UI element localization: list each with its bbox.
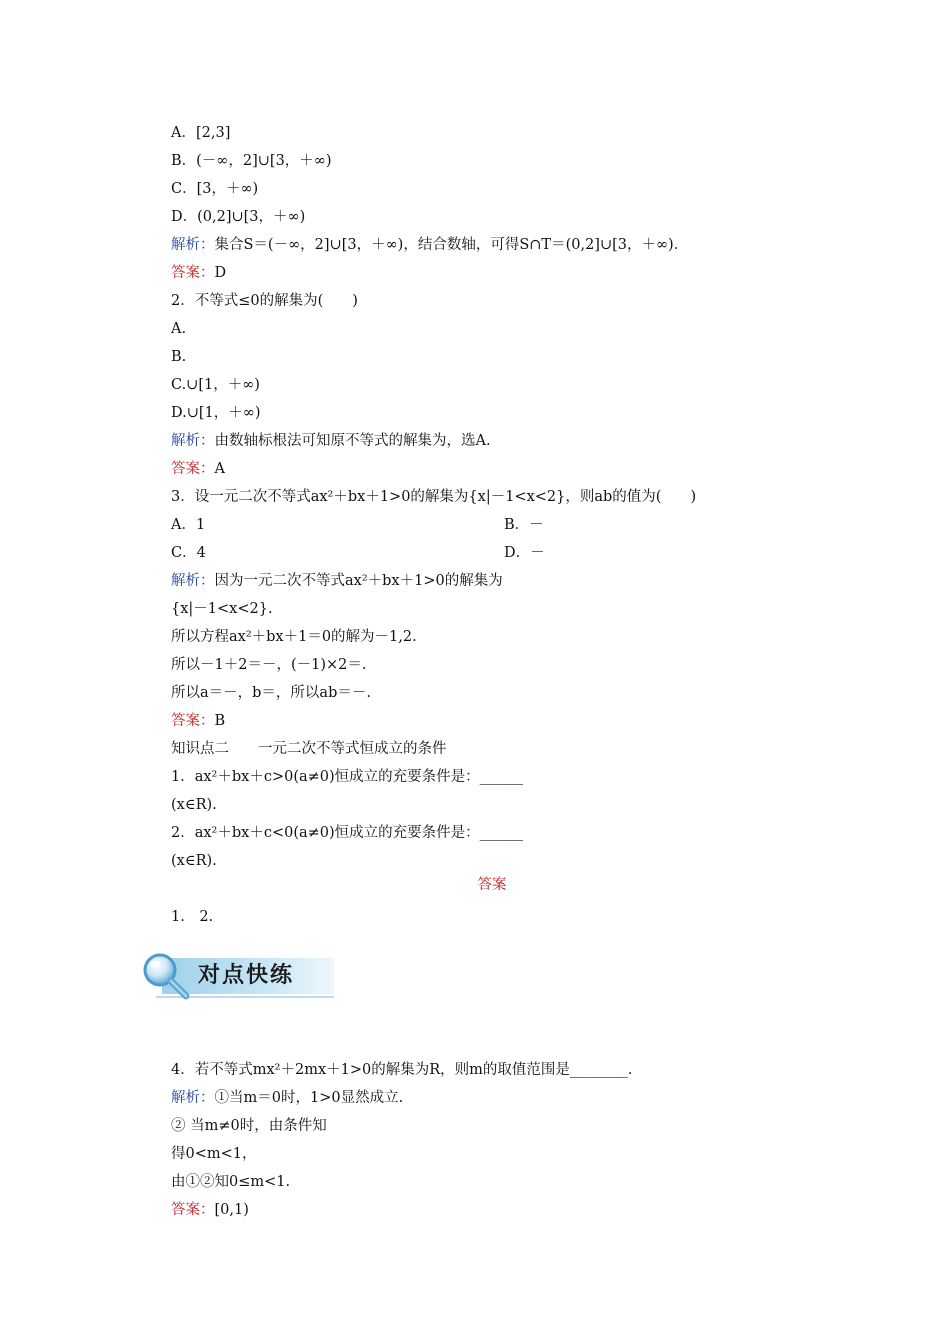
line-text: 2．ax²＋bx＋c<0(a≠0)恒成立的充要条件是：______	[171, 825, 524, 841]
line-text: ①当m＝0时，1>0显然成立.	[214, 1090, 404, 1106]
answer-label: 答案：	[171, 713, 215, 729]
text-line-l4	[171, 207, 305, 227]
text-line-l34	[171, 1172, 290, 1192]
line-text: 1．ax²＋bx＋c>0(a≠0)恒成立的充要条件是：______	[171, 769, 524, 785]
line-text: B.	[171, 349, 187, 365]
text-line-l27	[171, 851, 217, 871]
text-line-l3	[171, 179, 258, 199]
line-text: C．4	[171, 545, 206, 561]
line-text: D.∪[1，＋∞)	[171, 405, 261, 421]
line-text: [0,1)	[214, 1202, 249, 1218]
text-line-l26	[171, 823, 523, 843]
line-text: 1. 2.	[171, 909, 214, 925]
text-line-l9	[171, 347, 186, 367]
line-text: A.	[171, 321, 187, 337]
line-text: A	[214, 461, 225, 477]
analysis-label: 解析：	[171, 573, 215, 589]
line-text: 由①②知0≤m<1.	[171, 1174, 291, 1190]
text-line-l1	[171, 123, 230, 143]
text-line-l6	[171, 263, 226, 283]
line-text: B	[214, 713, 226, 729]
text-line-l35	[171, 1200, 249, 1220]
line-text: 由数轴标根法可知原不等式的解集为，选A.	[214, 433, 491, 449]
line-text: (x∈R).	[171, 853, 217, 869]
line-text: D．(0,2]∪[3，＋∞)	[171, 209, 306, 225]
text-line-l2	[171, 151, 332, 171]
line-text: 知识点二 一元二次不等式恒成立的条件	[171, 741, 447, 757]
text-line-l12	[171, 431, 491, 451]
line-text: D	[214, 265, 227, 281]
option-right-column: B．－	[504, 517, 544, 533]
section-banner	[136, 950, 336, 1002]
text-line-l33	[171, 1144, 257, 1164]
text-line-l11	[171, 403, 261, 423]
line-text: 所以方程ax²＋bx＋1＝0的解为－1,2.	[171, 629, 417, 645]
line-text: 3．设一元二次不等式ax²＋bx＋1>0的解集为{x|－1<x<2}，则ab的值为( )	[171, 489, 697, 505]
line-text: 2．不等式≤0的解集为( )	[171, 293, 358, 309]
text-line-l29	[171, 907, 213, 927]
magnifier-icon	[136, 950, 196, 1002]
banner-title: 对点快练	[198, 963, 295, 988]
line-text: 得0<m<1，	[171, 1146, 257, 1162]
text-line-l20	[171, 655, 366, 675]
text-line-l21	[171, 683, 371, 703]
answer-heading: 答案	[477, 877, 507, 893]
text-line-l18	[171, 599, 273, 619]
line-text: {x|－1<x<2}.	[171, 601, 273, 617]
analysis-label: 解析：	[171, 433, 215, 449]
text-line-l25	[171, 795, 217, 815]
text-line-l15	[171, 515, 205, 535]
text-line-l19	[171, 627, 417, 647]
text-line-l24	[171, 767, 523, 787]
text-line-l16	[171, 543, 206, 563]
text-line-l13	[171, 459, 225, 479]
text-line-l30	[171, 1060, 642, 1080]
text-line-l22	[171, 711, 225, 731]
line-text: B．(－∞，2]∪[3，＋∞)	[171, 153, 332, 169]
answer-label: 答案：	[171, 461, 215, 477]
answer-label: 答案：	[171, 1202, 215, 1218]
line-text: 所以a＝－，b＝，所以ab＝－.	[171, 685, 371, 701]
line-text: 所以－1＋2＝－，(－1)×2＝.	[171, 657, 367, 673]
answer-label: 答案：	[171, 265, 215, 281]
option-right-column: D．－	[504, 545, 545, 561]
line-text: A．1	[171, 517, 206, 533]
line-text: C．[3，＋∞)	[171, 181, 259, 197]
text-line-l7	[171, 291, 358, 311]
line-text: 4．若不等式mx²＋2mx＋1>0的解集为R，则m的取值范围是________．	[171, 1062, 643, 1078]
text-line-l14	[171, 487, 696, 507]
text-line-l8	[171, 319, 186, 339]
line-text: 因为一元二次不等式ax²＋bx＋1>0的解集为	[214, 573, 503, 589]
line-text: (x∈R).	[171, 797, 217, 813]
text-line-l31	[171, 1088, 403, 1108]
analysis-label: 解析：	[171, 237, 215, 253]
text-line-l23	[171, 739, 447, 759]
line-text: A．[2,3]	[171, 125, 231, 141]
text-line-l17	[171, 571, 503, 591]
text-line-l10	[171, 375, 260, 395]
text-line-l32	[171, 1116, 327, 1136]
line-text: C.∪[1，＋∞)	[171, 377, 260, 393]
line-text: ② 当m≠0时，由条件知	[171, 1118, 327, 1134]
line-text: 集合S＝(－∞，2]∪[3，＋∞)，结合数轴，可得S∩T＝(0,2]∪[3，＋∞)．	[214, 237, 689, 253]
text-line-l5	[171, 235, 688, 255]
analysis-label: 解析：	[171, 1090, 215, 1106]
